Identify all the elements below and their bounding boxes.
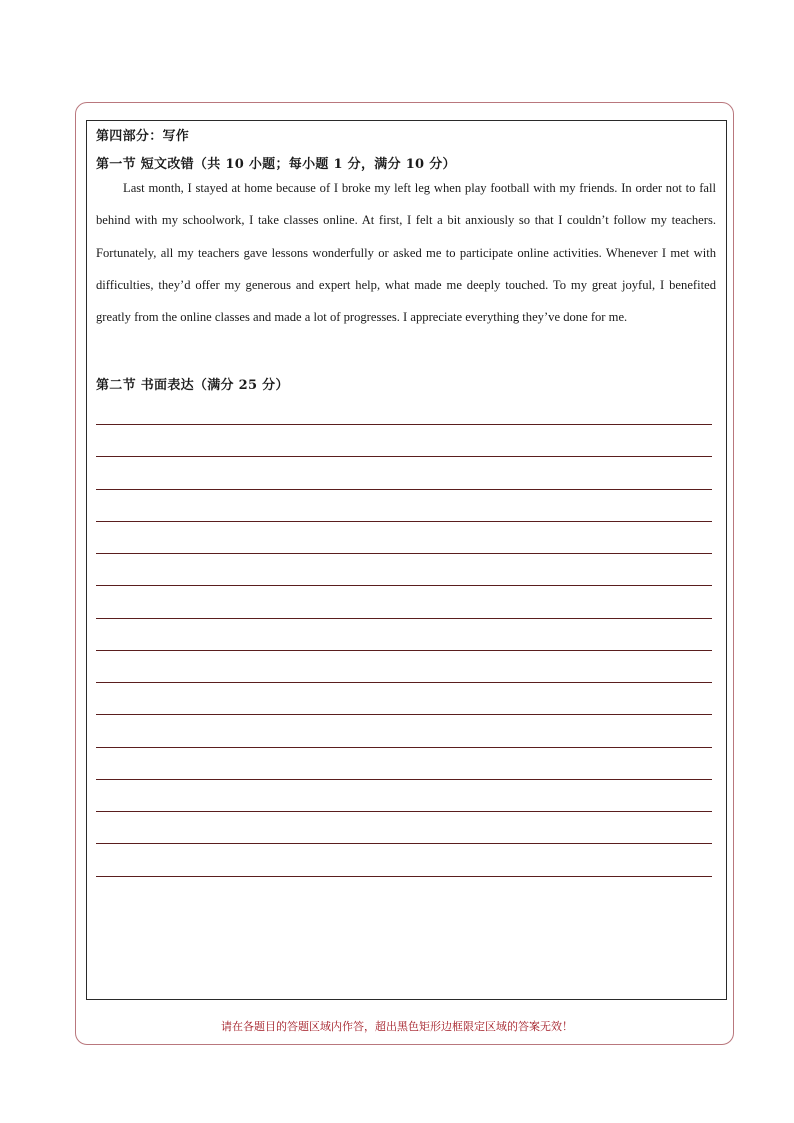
writing-line[interactable]	[96, 553, 712, 585]
writing-line[interactable]	[96, 650, 712, 682]
writing-area[interactable]	[96, 424, 712, 877]
error-correction-passage: Last month, I stayed at home because of I broke my left leg when play football with my friends. In order not to fall behind with my schoolwork, I take classes online. At first, I felt a bit anxiously so that I couldn’t follow my teachers. Fortunately, all my teachers gave lessons wonderfully or asked me to participate online activities. Whenever I met with difficulties, they’d offer my generous and expert help, what made me deeply touched. To my great joyful, I benefited greatly from the online classes and made a lot of progresses. I appreciate everything they’ve done for me.	[96, 181, 716, 325]
writing-line[interactable]	[96, 876, 712, 877]
writing-line[interactable]	[96, 714, 712, 746]
writing-line[interactable]	[96, 811, 712, 843]
writing-line[interactable]	[96, 489, 712, 521]
writing-line[interactable]	[96, 747, 712, 779]
writing-line[interactable]	[96, 843, 712, 875]
writing-line[interactable]	[96, 779, 712, 811]
writing-line[interactable]	[96, 456, 712, 488]
section1-title: 第一节 短文改错（共 10 小题；每小题 1 分，满分 10 分）	[96, 157, 456, 172]
writing-line[interactable]	[96, 424, 712, 456]
writing-line[interactable]	[96, 521, 712, 553]
writing-line[interactable]	[96, 585, 712, 617]
writing-line[interactable]	[96, 682, 712, 714]
part-title: 第四部分：写作	[96, 129, 190, 144]
section2-title: 第二节 书面表达（满分 25 分）	[96, 378, 289, 393]
answer-area-warning: 请在各题目的答题区域内作答，超出黑色矩形边框限定区域的答案无效！	[221, 1020, 573, 1033]
writing-line[interactable]	[96, 618, 712, 650]
